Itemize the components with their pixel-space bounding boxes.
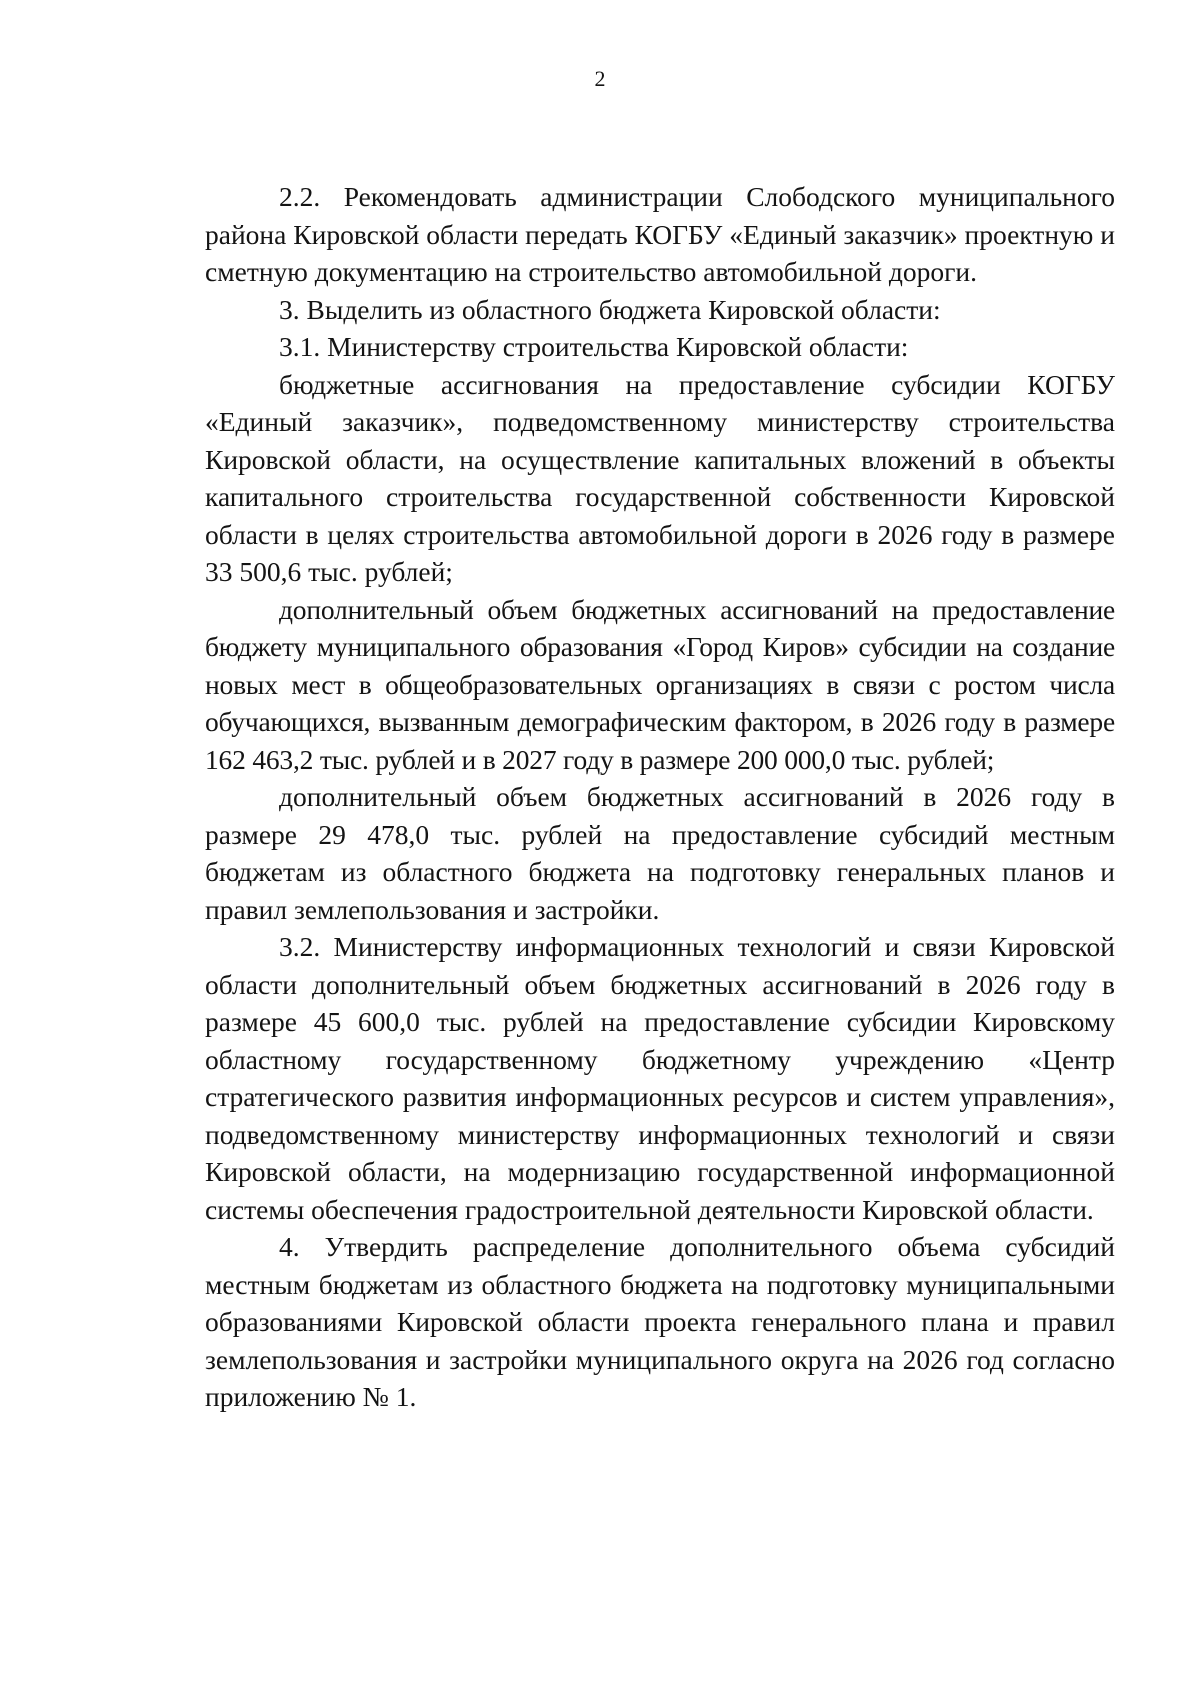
paragraph-3-2: 3.2. Министерству информационных технологий и связи Кировской области дополнительный объем бюджетных ассигнований в 2026 году в размере 45 600,0 тыс. рублей на предоставление субсидии Кировскому областному государственному бюджетному учреждению «Центр стратегического развития информационных ресурсов и систем управления», подведомственному министерству информационных технологий и связи Кировской области, на модернизацию государственной информационной системы обеспечения градостроительной деятельности Кировской области.	[205, 931, 1115, 1225]
document-body	[205, 178, 1115, 1416]
paragraph-2-2: 2.2. Рекомендовать администрации Слободского муниципального района Кировской области передать КОГБУ «Единый заказчик» проектную и сметную документацию на строительство автомобильной дороги.	[205, 181, 1115, 287]
paragraph-3: 3. Выделить из областного бюджета Кировской области:	[279, 293, 941, 325]
paragraph-3-1-subsidy-kogbu: бюджетные ассигнования на предоставление субсидии КОГБУ «Единый заказчик», подведомственному министерству строительства Кировской области, на осуществление капитальных вложений в объекты капитального строительства государственной собственности Кировской области в целях строительства автомобильной дороги в 2026 году в размере 33 500,6 тыс. рублей;	[205, 368, 1115, 587]
paragraph-3-1: 3.1. Министерству строительства Кировской области:	[279, 331, 909, 362]
page-number: 2	[594, 66, 606, 91]
paragraph-4: 4. Утвердить распределение дополнительного объема субсидий местным бюджетам из областного бюджета на подготовку муниципальными образованиями Кировской области проекта генерального плана и правил землепользования и застройки муниципального округа на 2026 год согласно приложению № 1.	[205, 1231, 1115, 1412]
paragraph-3-1-general-plans: дополнительный объем бюджетных ассигнований в 2026 году в размере 29 478,0 тыс. рублей на предоставление субсидий местным бюджетам из областного бюджета на подготовку генеральных планов и правил землепользования и застройки.	[205, 781, 1115, 925]
paragraph-3-1-schools: дополнительный объем бюджетных ассигнований на предоставление бюджету муниципального образования «Город Киров» субсидии на создание новых мест в общеобразовательных организациях в связи с ростом числа обучающихся, вызванным демографическим фактором, в 2026 году в размере 162 463,2 тыс. рублей и в 2027 году в размере 200 000,0 тыс. рублей;	[205, 593, 1115, 775]
